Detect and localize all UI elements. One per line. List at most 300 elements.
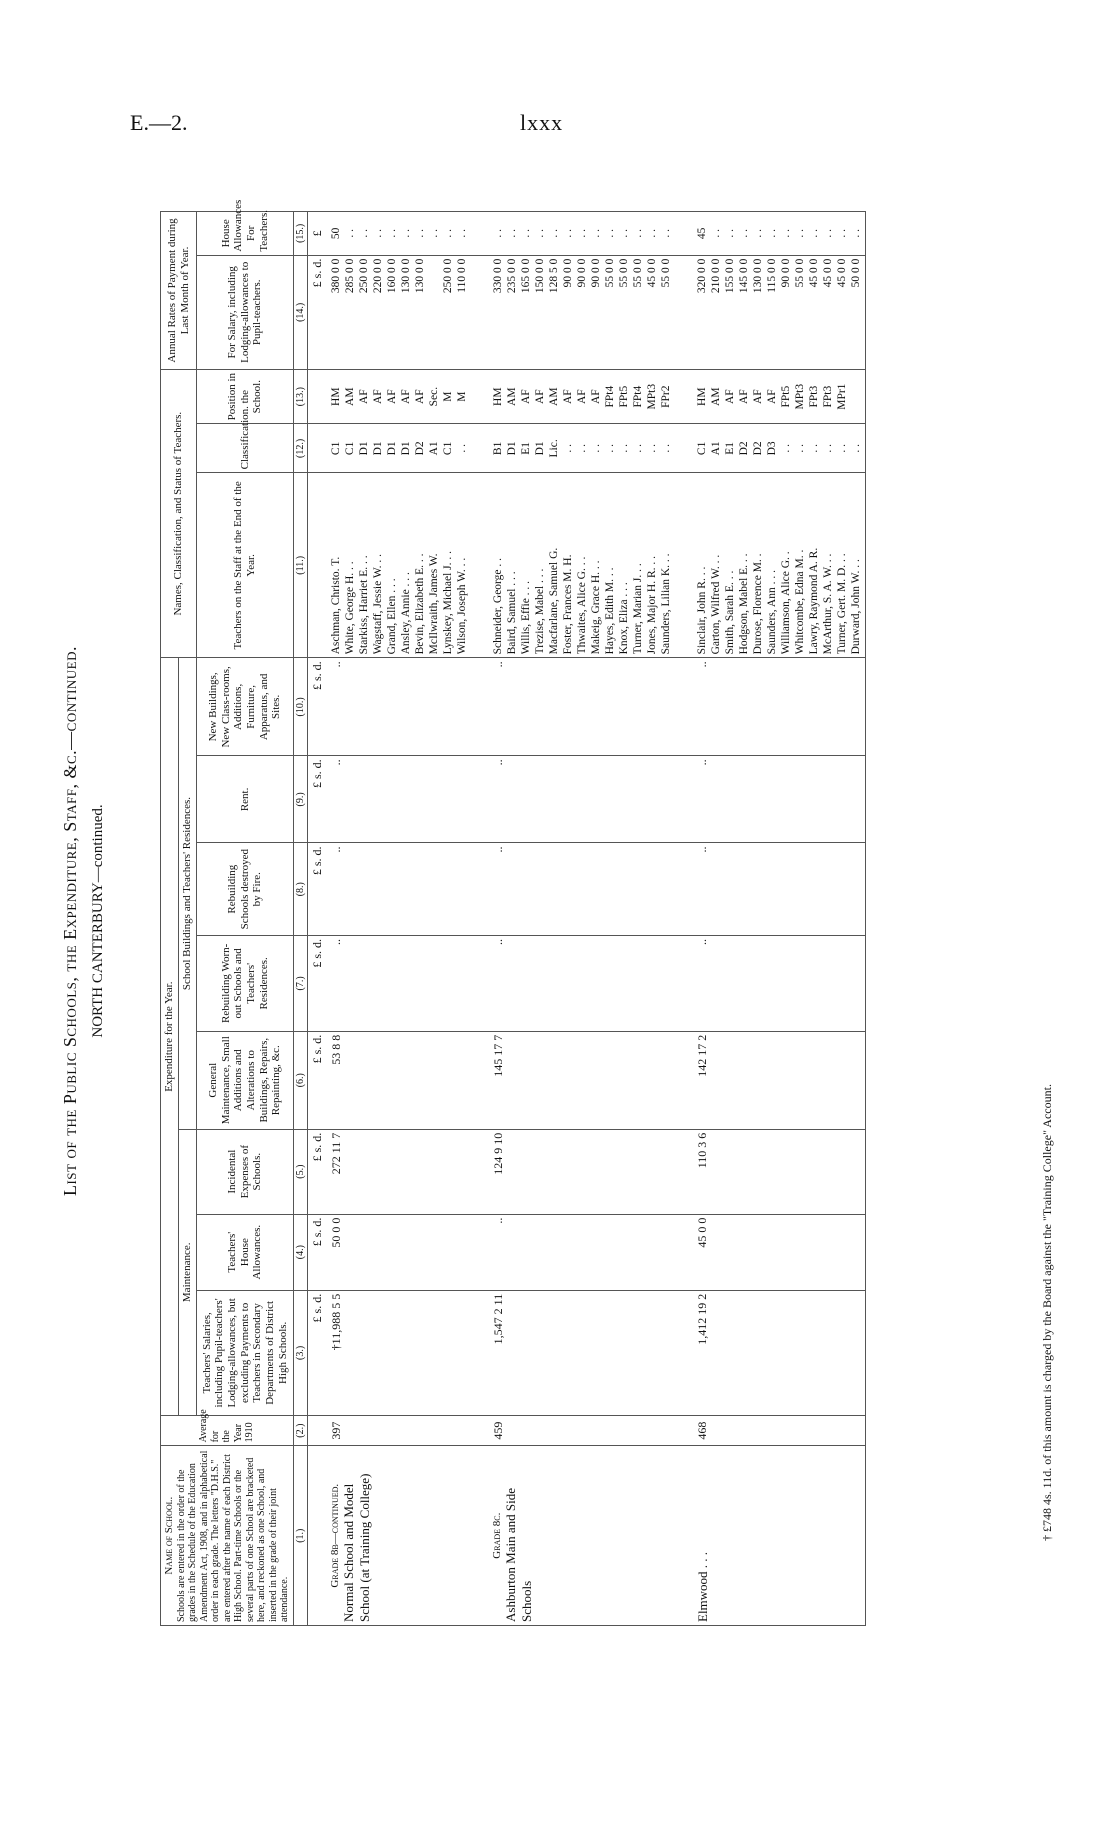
salary: 130 0 0 <box>400 258 413 294</box>
units-cell: £ s. d. <box>308 935 328 1031</box>
house-allowance: . . <box>428 229 441 238</box>
teacher-name: Schneider, George . . <box>492 557 505 655</box>
house-allowance: . . <box>632 229 645 238</box>
house-allowance: . . <box>836 229 849 238</box>
teacher-name: Durward, John W. . . <box>850 559 863 655</box>
spacer-cell <box>471 369 489 423</box>
col8-cell: .. <box>327 843 471 936</box>
col8-header: Rebuilding Schools destroyed by Fire. <box>197 843 293 936</box>
position: AF <box>766 389 779 405</box>
classification: . . <box>456 444 469 453</box>
average-cell: 397 <box>327 1415 471 1445</box>
colnum: (1.) <box>293 1446 308 1626</box>
spacer-cell <box>471 255 489 369</box>
position: FPt3 <box>808 385 821 408</box>
house-allowance: . . <box>808 229 821 238</box>
col7-cell: .. <box>693 935 866 1031</box>
col5-cell: 272 11 7 <box>327 1129 471 1214</box>
spacer-cell <box>471 1031 489 1129</box>
salary: 115 0 0 <box>766 258 779 293</box>
salary: 330 0 0 <box>492 258 505 294</box>
col15-header: House Allowances For Teachers. <box>197 212 293 256</box>
position: FPt5 <box>780 385 793 408</box>
teacher-name-cell <box>693 473 866 658</box>
average-cell: 468 <box>693 1415 866 1445</box>
position-cell <box>327 369 471 423</box>
classification: . . <box>794 444 807 453</box>
classification: . . <box>808 444 821 453</box>
names-group-header: Names, Classification, and Status of Teachers. <box>161 369 197 657</box>
position: HM <box>330 387 343 406</box>
salary: 90 0 0 <box>590 258 603 288</box>
spacer-cell <box>675 658 693 756</box>
schools-table <box>160 199 866 1626</box>
salary: 45 0 0 <box>822 258 835 288</box>
school-name-line: Grade 8c. <box>491 1512 504 1559</box>
teacher-name: Whitcombe, Edna M. . <box>794 549 807 655</box>
teacher-name: Jones, Major H. R. . . <box>646 555 659 655</box>
school-buildings-header: School Buildings and Teachers' Residences. <box>179 658 197 1129</box>
salary: 235 0 0 <box>506 258 519 294</box>
col3-cell: †11,988 5 5 <box>327 1290 471 1415</box>
spacer-cell <box>675 1214 693 1290</box>
classification: A1 <box>428 441 441 456</box>
teacher-name: Hodgson, Mabel E. . . <box>738 553 751 655</box>
expenditure-header: Expenditure for the Year. <box>161 658 179 1416</box>
salary: 210 0 0 <box>710 258 723 294</box>
col4-cell: .. <box>489 1214 675 1290</box>
colnum: (11.) <box>293 473 308 658</box>
col9-cell: .. <box>489 756 675 843</box>
house-allowance: . . <box>590 229 603 238</box>
teacher-name: Macfarlane, Samuel G. <box>548 547 561 655</box>
spacer-cell <box>675 843 693 936</box>
spacer-cell <box>471 1290 489 1415</box>
salary: 160 0 0 <box>386 258 399 294</box>
school-name-cell <box>489 1446 675 1626</box>
position: FPt5 <box>618 385 631 408</box>
house-allowance: . . <box>372 229 385 238</box>
house-allowance: . . <box>660 229 673 238</box>
salary: 130 0 0 <box>752 258 765 294</box>
classification: B1 <box>492 441 505 456</box>
schools-table-body <box>308 212 866 1626</box>
salary-cell <box>489 255 675 369</box>
col10-cell: .. <box>327 658 471 756</box>
classification: . . <box>850 444 863 453</box>
col10-cell: .. <box>489 658 675 756</box>
house-allowance: . . <box>506 229 519 238</box>
colnum: (9.) <box>293 756 308 843</box>
house-allowance: . . <box>562 229 575 238</box>
position: FPt4 <box>604 385 617 408</box>
spacer-row <box>675 212 693 1626</box>
col3-cell: 1,412 19 2 <box>693 1290 866 1415</box>
position: Sec. <box>428 386 441 407</box>
col7-header: Rebuilding Worn-out Schools and Teachers' Residences. <box>197 935 293 1031</box>
house-allowance: . . <box>520 229 533 238</box>
house-allowance: . . <box>850 229 863 238</box>
classification: . . <box>562 444 575 453</box>
teacher-name: Thwaites, Alice G. . . <box>576 556 589 655</box>
units-cell: £ s. d. <box>308 1214 328 1290</box>
classification: . . <box>632 444 645 453</box>
classification-cell <box>327 424 471 473</box>
house-allowance: . . <box>414 229 427 238</box>
position: HM <box>492 387 505 406</box>
teacher-name: Hayes, Edith M. . . <box>604 567 617 655</box>
position <box>849 373 863 420</box>
position: AF <box>562 389 575 405</box>
teacher-name: Smith, Sarah E. . . <box>724 570 737 655</box>
spacer-row <box>471 212 489 1626</box>
column-numbers-row <box>293 212 308 1626</box>
colnum: (14.) <box>293 255 308 369</box>
spacer-cell <box>675 212 693 256</box>
page-subtitle: NORTH CANTERBURY—continued. <box>90 804 106 1038</box>
salary: 285 0 0 <box>344 258 357 294</box>
teacher-name: McArthur, S. A. W. . . <box>822 553 835 655</box>
maintenance-header: Maintenance. <box>179 1129 197 1415</box>
house-allowance-cell <box>327 212 471 256</box>
house-allowance: . . <box>576 229 589 238</box>
position: AM <box>344 387 357 406</box>
col9-cell: .. <box>693 756 866 843</box>
salary: 128 5 0 <box>548 258 561 294</box>
col3-header: Teachers' Salaries, including Pupil-teachers' Lodging-allowances, but excluding Payments to Teachers in Secondary Departments of District High Schools. <box>197 1290 293 1415</box>
col5-header: Incidental Expenses of Schools. <box>197 1129 293 1214</box>
school-name-line: Ashburton Main and Side Schools <box>503 1488 535 1622</box>
col5-cell: 110 3 6 <box>693 1129 866 1214</box>
house-allowance: . . <box>822 229 835 238</box>
teacher-name: Makeig, Grace H. . . <box>590 560 603 655</box>
col10-cell: .. <box>693 658 866 756</box>
col8-cell: .. <box>489 843 675 936</box>
col6-cell: 53 8 8 <box>327 1031 471 1129</box>
classification: . . <box>780 444 793 453</box>
spacer-cell <box>675 1031 693 1129</box>
teacher-name: Garton, Wilfred W. . . <box>710 554 723 655</box>
salary: 45 0 0 <box>808 258 821 288</box>
classification: E1 <box>724 441 737 455</box>
salary: 250 0 0 <box>442 258 455 294</box>
salary: 250 0 0 <box>358 258 371 294</box>
teacher-name: Wilson, Joseph W. . . <box>456 557 469 655</box>
salary: 55 0 0 <box>794 258 807 288</box>
school-name-line: Grade 8b—continued. <box>329 1483 342 1588</box>
teacher-name: Williamson, Alice G. . <box>780 551 793 655</box>
col4-header: Teachers' House Allowances. <box>197 1214 293 1290</box>
teacher-name: Starkiss, Harriet E. . . <box>358 555 371 655</box>
classification: . . <box>576 444 589 453</box>
position: AF <box>738 389 751 405</box>
position: MPt3 <box>646 383 659 410</box>
house-allowance: 50 <box>330 227 343 240</box>
classification: . . <box>660 444 673 453</box>
teacher-name: White, George H. . . <box>344 561 357 655</box>
teacher-name: Baird, Samuel . . . <box>506 571 519 655</box>
salary: 155 0 0 <box>724 258 737 294</box>
position: HM <box>696 387 709 406</box>
position: FPt3 <box>822 385 835 408</box>
classification: C1 <box>442 441 455 456</box>
page-code: E.—2. <box>130 110 188 135</box>
classification: . . <box>836 444 849 453</box>
classification: C1 <box>344 441 357 456</box>
spacer-cell <box>675 424 693 473</box>
house-allowance: . . <box>724 229 737 238</box>
teacher-name: Aschman, Christo. T. <box>330 556 343 655</box>
classification: . . <box>822 444 835 453</box>
spacer-cell <box>675 255 693 369</box>
colnum: (3.) <box>293 1290 308 1415</box>
house-allowance: . . <box>492 229 505 238</box>
salary: 55 0 0 <box>632 258 645 288</box>
spacer-cell <box>471 658 489 756</box>
classification: D1 <box>358 441 371 456</box>
salary: 145 0 0 <box>738 258 751 294</box>
col13-header: Position in the School. <box>197 369 293 423</box>
spacer-cell <box>471 1415 489 1445</box>
col9-header: Rent. <box>197 756 293 843</box>
house-allowance: . . <box>534 229 547 238</box>
salary: 90 0 0 <box>780 258 793 288</box>
col3-cell: 1,547 2 11 <box>489 1290 675 1415</box>
teacher-name: Trezise, Mabel . . . <box>534 568 547 655</box>
units-cell: £ s. d. <box>308 843 328 936</box>
position: AF <box>724 389 737 405</box>
classification-cell <box>693 424 866 473</box>
salary: 165 0 0 <box>520 258 533 294</box>
average-cell: 459 <box>489 1415 675 1445</box>
rates-group-header: Annual Rates of Payment during Last Month of Year. <box>161 212 197 370</box>
salary: 320 0 0 <box>696 258 709 294</box>
position: AF <box>534 389 547 405</box>
school-name-line: Elmwood . . . <box>695 1551 711 1622</box>
col8-cell: .. <box>693 843 866 936</box>
house-allowance: . . <box>456 229 469 238</box>
salary: 130 0 0 <box>414 258 427 294</box>
house-allowance: . . <box>738 229 751 238</box>
spacer-cell <box>471 843 489 936</box>
spacer-cell <box>471 1129 489 1214</box>
colnum: (5.) <box>293 1129 308 1214</box>
salary: 380 0 0 <box>330 258 343 294</box>
salary: 55 0 0 <box>604 258 617 288</box>
spacer-cell <box>675 1129 693 1214</box>
position: FPt4 <box>632 385 645 408</box>
position: AF <box>414 389 427 405</box>
position: FPr2 <box>660 385 673 408</box>
spacer-cell <box>471 212 489 256</box>
units-cell: £ s. d. <box>308 756 328 843</box>
classification: . . <box>618 444 631 453</box>
position: AF <box>576 389 589 405</box>
col6-header: General Maintenance, Small Additions and Alterations to Buildings, Repairs, Repainting, &c. <box>197 1031 293 1129</box>
colnum: (13.) <box>293 369 308 423</box>
position: AF <box>386 389 399 405</box>
spacer-cell <box>471 473 489 658</box>
teacher-name: Knox, Eliza . . . <box>618 582 631 655</box>
position: AM <box>710 387 723 406</box>
teacher-name: Sinclair, John R. . . <box>696 566 709 655</box>
school-row <box>327 212 471 1626</box>
classification: . . <box>646 444 659 453</box>
col9-cell: .. <box>327 756 471 843</box>
school-name-line: Normal School and Model School (at Training College) <box>341 1473 373 1622</box>
teacher-name: Bevin, Elizabeth E. . . <box>414 553 427 655</box>
col7-cell: .. <box>489 935 675 1031</box>
school-name-cell <box>693 1446 866 1626</box>
classification: D1 <box>534 441 547 456</box>
units-cell: £ s. d. <box>308 658 328 756</box>
position: MPt3 <box>794 383 807 410</box>
position: AM <box>506 387 519 406</box>
spacer-cell <box>471 756 489 843</box>
average-header: Average for the Year 1910 <box>161 1415 294 1445</box>
house-allowance: . . <box>766 229 779 238</box>
units-cell: £ s. d. <box>308 1031 328 1129</box>
colnum: (10.) <box>293 658 308 756</box>
colnum: (4.) <box>293 1214 308 1290</box>
colnum: (12.) <box>293 424 308 473</box>
classification: D2 <box>738 441 751 456</box>
teacher-name: Willis, Effie . . . <box>520 580 533 655</box>
salary: 45 0 0 <box>646 258 659 288</box>
page-number: lxxx <box>520 110 564 135</box>
teacher-name: Lawry, Raymond A. R. <box>808 547 821 655</box>
house-allowance: . . <box>646 229 659 238</box>
position: M <box>456 391 469 402</box>
col14-header: For Salary, including Lodging-allowances to Pupil-teachers. <box>197 255 293 369</box>
spacer-cell <box>675 1290 693 1415</box>
classification-cell <box>489 424 675 473</box>
teacher-name: McIlwraith, James W. <box>428 553 441 655</box>
house-allowance: . . <box>604 229 617 238</box>
position: AF <box>400 389 413 405</box>
classification: D1 <box>386 441 399 456</box>
footnote: † £748 4s. 11d. of this amount is charged by the Board against the "Training College" Account. <box>1040 1084 1054 1541</box>
position: AF <box>372 389 385 405</box>
teacher-name: Grand, Ellen . . . <box>386 578 399 655</box>
position: M <box>442 391 455 402</box>
school-row <box>489 212 675 1626</box>
house-allowance: . . <box>344 229 357 238</box>
spacer-cell <box>675 756 693 843</box>
salary: 55 0 0 <box>660 258 673 288</box>
salary: 220 0 0 <box>372 258 385 294</box>
classification: D1 <box>372 441 385 456</box>
teacher-name: Ansley, Annie . . . <box>400 572 413 655</box>
classification: D1 <box>506 441 519 456</box>
classification: A1 <box>710 441 723 456</box>
teacher-name: Foster, Frances M. H. <box>562 554 575 655</box>
spacer-cell <box>675 473 693 658</box>
col11-header: Teachers on the Staff at the End of the Year. <box>197 473 293 658</box>
teacher-name: Turner, Gert. M. D. . . <box>836 553 849 655</box>
colnum: (2.) <box>293 1415 308 1445</box>
spacer-cell <box>675 369 693 423</box>
salary-cell <box>327 255 471 369</box>
units-cell: £ s. d. <box>308 1129 328 1214</box>
house-allowance: . . <box>548 229 561 238</box>
col7-cell: .. <box>327 935 471 1031</box>
salary: 110 0 0 <box>456 258 469 293</box>
house-allowance: . . <box>400 229 413 238</box>
position: MPr1 <box>836 383 849 410</box>
teacher-name: Turner, Marian J. . . <box>632 563 645 655</box>
col4-cell: 45 0 0 <box>693 1214 866 1290</box>
house-allowance: . . <box>358 229 371 238</box>
house-allowance: . . <box>794 229 807 238</box>
position: AM <box>548 387 561 406</box>
spacer-cell <box>471 424 489 473</box>
classification: C1 <box>696 441 709 456</box>
col12-header: Classification. <box>197 424 293 473</box>
house-allowance: . . <box>618 229 631 238</box>
house-allowance: . . <box>386 229 399 238</box>
colnum: (15.) <box>293 212 308 256</box>
position-cell <box>693 369 866 423</box>
spacer-cell <box>471 1446 489 1626</box>
salary-cell <box>693 255 866 369</box>
classification: D1 <box>400 441 413 456</box>
col6-cell: 145 17 7 <box>489 1031 675 1129</box>
col10-header: New Buildings, New Class-rooms, Additions, Furniture, Apparatus, and Sites. <box>197 658 293 756</box>
units-row <box>308 212 328 1626</box>
teacher-name: Lynskey, Michael J. . . <box>442 550 455 655</box>
school-row <box>693 212 866 1626</box>
col5-cell: 124 9 10 <box>489 1129 675 1214</box>
house-allowance: 45 <box>696 227 709 240</box>
col6-cell: 142 17 2 <box>693 1031 866 1129</box>
teacher-name-cell <box>489 473 675 658</box>
units-cell: £ <box>308 212 328 256</box>
classification: . . <box>604 444 617 453</box>
colnum: (8.) <box>293 843 308 936</box>
teacher-name: Wagstaff, Jessie W. . . <box>372 553 385 655</box>
classification: . . <box>590 444 603 453</box>
classification: Lic. <box>548 439 561 458</box>
spacer-cell <box>471 1214 489 1290</box>
colnum: (6.) <box>293 1031 308 1129</box>
teacher-name: Saunders, Lilian K. . . <box>660 553 673 655</box>
spacer-cell <box>675 1446 693 1626</box>
position: AF <box>590 389 603 405</box>
salary <box>427 259 441 366</box>
salary: 50 0 0 <box>850 258 863 288</box>
salary: 90 0 0 <box>576 258 589 288</box>
classification: E1 <box>520 441 533 455</box>
house-allowance: . . <box>442 229 455 238</box>
house-allowance: . . <box>752 229 765 238</box>
classification: C1 <box>330 441 343 456</box>
position: AF <box>358 389 371 405</box>
units-cell: £ s. d. <box>308 1290 328 1415</box>
spacer-cell <box>675 935 693 1031</box>
spacer-cell <box>471 935 489 1031</box>
page-title: List of the Public Schools, the Expenditure, Staff, &c.—continued. <box>60 645 80 1197</box>
house-allowance: . . <box>780 229 793 238</box>
salary: 45 0 0 <box>836 258 849 288</box>
position: AF <box>520 389 533 405</box>
school-name-cell <box>327 1446 471 1626</box>
house-allowance-cell <box>489 212 675 256</box>
teacher-name: Saunders, Ann . . . <box>766 570 779 655</box>
salary: 150 0 0 <box>534 258 547 294</box>
position: AF <box>752 389 765 405</box>
classification: D2 <box>414 441 427 456</box>
